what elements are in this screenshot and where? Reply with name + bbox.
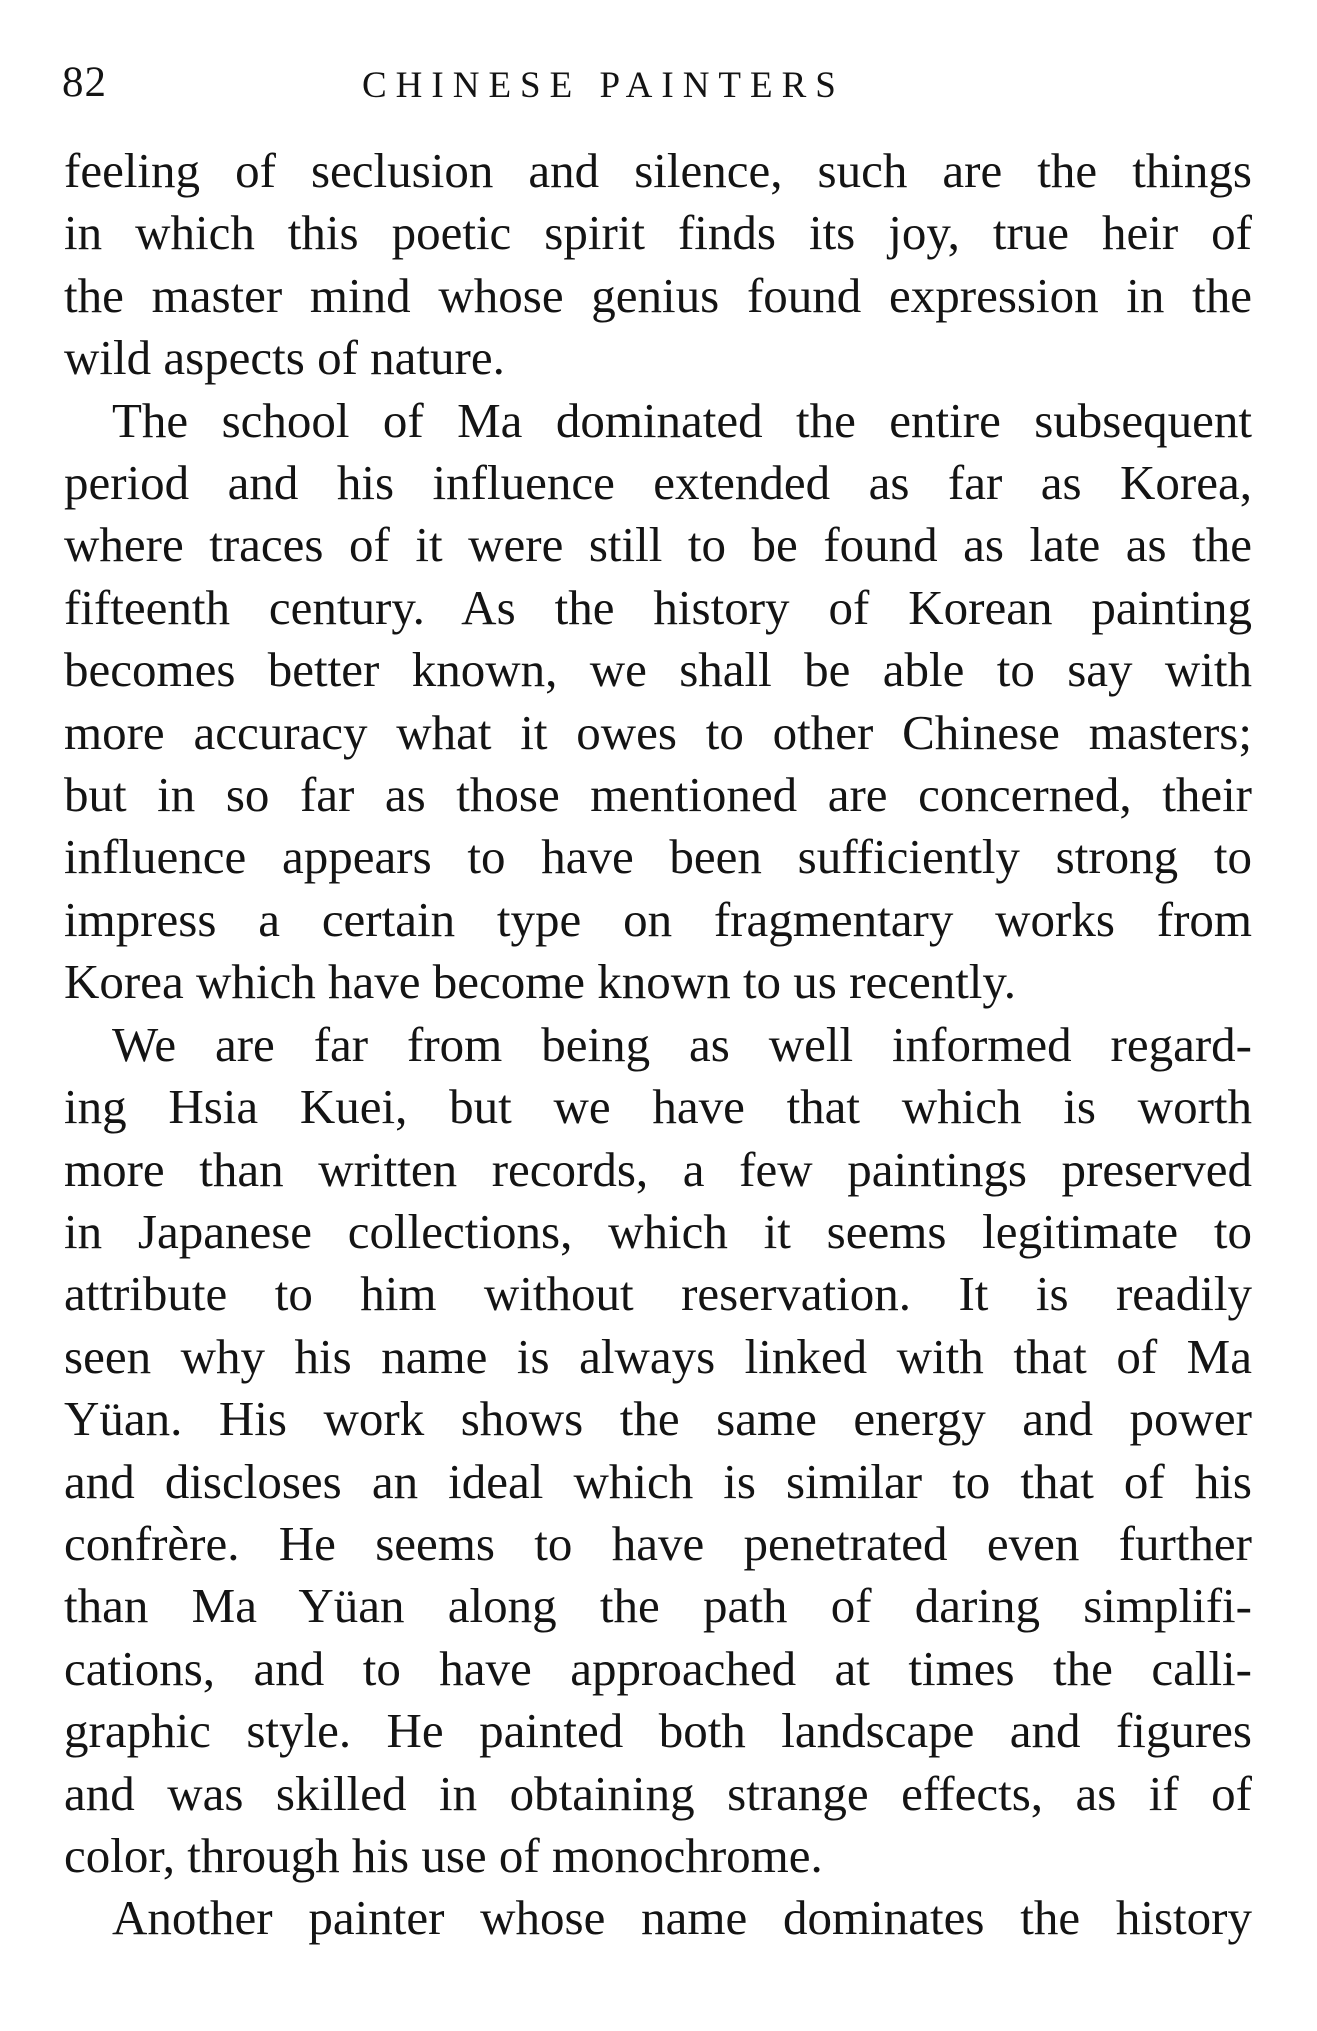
text-line: more than written records, a few paintings preserved bbox=[64, 1141, 1252, 1197]
text-line: and was skilled in obtaining strange effects, as if of bbox=[64, 1765, 1252, 1821]
text-line: Yüan. His work shows the same energy and power bbox=[64, 1391, 1252, 1447]
text-line: ing Hsia Kuei, but we have that which is worth bbox=[64, 1079, 1252, 1135]
body-text bbox=[64, 140, 1252, 1950]
text-line: fifteenth century. As the history of Korean painting bbox=[64, 579, 1252, 635]
text-line: and discloses an ideal which is similar to that of his bbox=[64, 1453, 1252, 1509]
text-line: period and his influence extended as far as Korea, bbox=[64, 455, 1252, 511]
text-line: attribute to him without reservation. It is readily bbox=[64, 1266, 1252, 1322]
text-line: impress a certain type on fragmentary works from bbox=[64, 891, 1252, 947]
text-line: Korea which have become known to us recently. bbox=[64, 954, 1016, 1010]
text-line: influence appears to have been sufficiently strong to bbox=[64, 829, 1252, 885]
running-head: CHINESE PAINTERS bbox=[362, 65, 845, 106]
page-header bbox=[62, 48, 1252, 128]
text-line: but in so far as those mentioned are concerned, their bbox=[64, 767, 1252, 823]
text-line: in which this poetic spirit finds its joy, true heir of bbox=[64, 205, 1252, 261]
text-line: in Japanese collections, which it seems legitimate to bbox=[64, 1203, 1252, 1259]
text-line: color, through his use of monochrome. bbox=[64, 1827, 823, 1883]
text-line: cations, and to have approached at times the calli- bbox=[64, 1640, 1252, 1696]
text-line: seen why his name is always linked with that of Ma bbox=[64, 1328, 1252, 1384]
page-number: 82 bbox=[62, 59, 107, 106]
text-line: more accuracy what it owes to other Chinese masters; bbox=[64, 704, 1252, 760]
text-line: the master mind whose genius found expression in the bbox=[64, 267, 1252, 323]
text-line: where traces of it were still to be found as late as the bbox=[64, 517, 1252, 573]
text-line: We are far from being as well informed regard- bbox=[112, 1016, 1252, 1072]
text-line: becomes better known, we shall be able to say with bbox=[64, 642, 1252, 698]
text-line: graphic style. He painted both landscape and figures bbox=[64, 1703, 1252, 1759]
text-line: The school of Ma dominated the entire subsequent bbox=[112, 392, 1252, 448]
text-line: feeling of seclusion and silence, such are the things bbox=[64, 143, 1252, 198]
text-line: Another painter whose name dominates the history bbox=[112, 1890, 1252, 1946]
text-line: confrère. He seems to have penetrated even further bbox=[64, 1515, 1252, 1571]
text-line: wild aspects of nature. bbox=[64, 330, 505, 386]
text-line: than Ma Yüan along the path of daring simplifi- bbox=[64, 1578, 1252, 1634]
